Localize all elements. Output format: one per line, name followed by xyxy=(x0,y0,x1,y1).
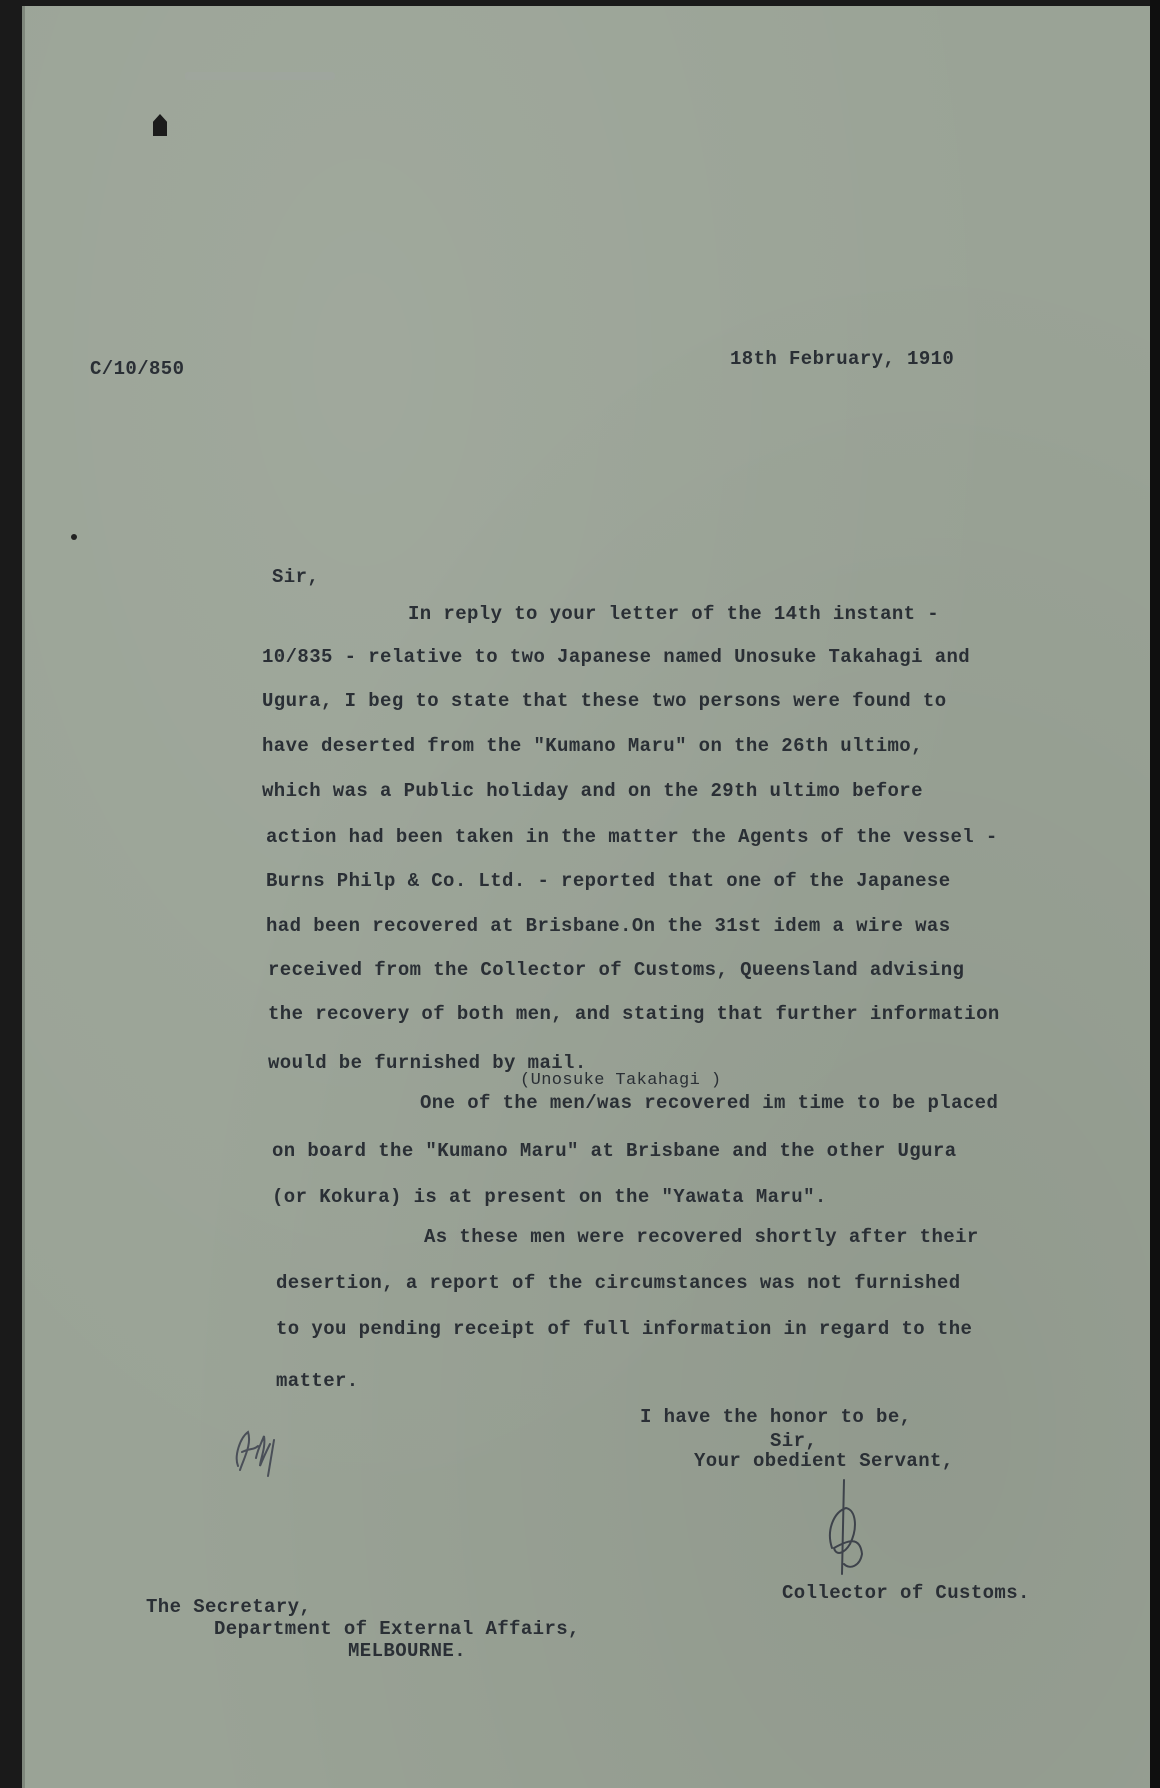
scan-right-edge xyxy=(1150,0,1160,1788)
body-line: As these men were recovered shortly after their xyxy=(424,1226,979,1248)
signatory-title: Collector of Customs. xyxy=(782,1582,1030,1604)
closing-line: I have the honor to be, xyxy=(640,1406,912,1428)
body-line: have deserted from the "Kumano Maru" on the 26th ultimo, xyxy=(262,735,923,757)
body-line: (or Kokura) is at present on the "Yawata Maru". xyxy=(272,1186,827,1208)
body-line: One of the men/was recovered im time to be placed xyxy=(420,1092,999,1114)
file-reference: C/10/850 xyxy=(90,358,185,380)
body-line: on board the "Kumano Maru" at Brisbane and the other Ugura xyxy=(272,1140,957,1162)
body-line: Burns Philp & Co. Ltd. - reported that one of the Japanese xyxy=(266,870,951,892)
faint-pencil-mark xyxy=(185,72,335,80)
body-line: the recovery of both men, and stating that further information xyxy=(268,1003,1000,1025)
ink-dot xyxy=(71,534,77,540)
closing-line: Sir, xyxy=(770,1430,818,1452)
body-line: 10/835 - relative to two Japanese named Unosuke Takahagi and xyxy=(262,646,971,668)
body-line: In reply to your letter of the 14th instant - xyxy=(408,603,940,625)
letter-date: 18th February, 1910 xyxy=(730,348,955,370)
body-line: action had been taken in the matter the Agents of the vessel - xyxy=(266,826,998,848)
body-line: to you pending receipt of full information in regard to the xyxy=(276,1318,973,1340)
closing-line: Your obedient Servant, xyxy=(694,1450,954,1472)
addressee-line: Department of External Affairs, xyxy=(214,1618,580,1640)
salutation: Sir, xyxy=(272,566,320,588)
body-line: Ugura, I beg to state that these two persons were found to xyxy=(262,690,947,712)
body-line: received from the Collector of Customs, Queensland advising xyxy=(268,959,965,981)
body-line: which was a Public holiday and on the 29th ultimo before xyxy=(262,780,923,802)
typed-insertion: (Unosuke Takahagi ) xyxy=(520,1071,722,1090)
body-line: desertion, a report of the circumstances was not furnished xyxy=(276,1272,961,1294)
handwritten-margin-initials xyxy=(230,1418,290,1485)
handwritten-signature xyxy=(822,1478,872,1583)
addressee-line: MELBOURNE. xyxy=(348,1640,467,1662)
body-line: would be furnished by mail. xyxy=(268,1052,587,1074)
body-line: had been recovered at Brisbane.On the 31st idem a wire was xyxy=(266,915,951,937)
letter-page xyxy=(22,6,1150,1788)
addressee-line: The Secretary, xyxy=(146,1596,312,1618)
body-line: matter. xyxy=(276,1370,359,1392)
punch-hole-mark xyxy=(153,114,167,136)
